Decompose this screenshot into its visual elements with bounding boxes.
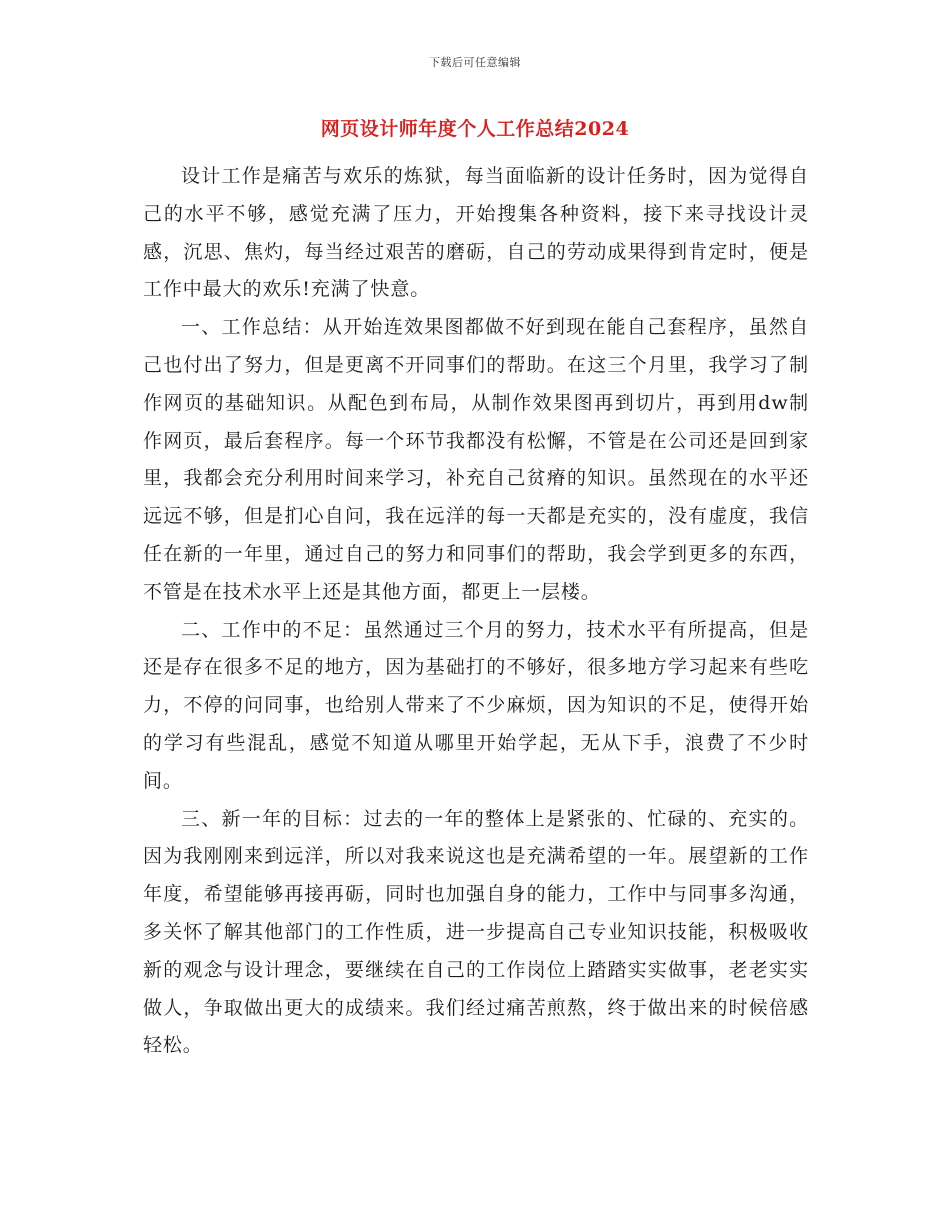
- paragraph-new-year-goals: 三、新一年的目标：过去的一年的整体上是紧张的、忙碌的、充实的。因为我刚刚来到远洋，所以对我来说这也是充满希望的一年。展望新的工作年度，希望能够再接再砺，同时也加强自身的能力，工作中与同事多沟通，多关怀了解其他部门的工作性质，进一步提高自己专业知识技能，积极吸收新的观念与设计理念，要继续在自己的工作岗位上踏踏实实做事，老老实实做人，争取做出更大的成绩来。我们经过痛苦煎熬，终于做出来的时候倍感轻松。: [143, 807, 809, 1057]
- document-title: 网页设计师年度个人工作总结2024: [320, 118, 630, 140]
- paragraph-work-summary: 一、工作总结：从开始连效果图都做不好到现在能自己套程序，虽然自己也付出了努力，但是更离不开同事们的帮助。在这三个月里，我学习了制作网页的基础知识。从配色到布局，从制作效果图再到切片，再到用dw制作网页，最后套程序。每一个环节我都没有松懈，不管是在公司还是回到家里，我都会充分利用时间来学习，补充自己贫瘠的知识。虽然现在的水平还远远不够，但是扪心自问，我在远洋的每一天都是充实的，没有虚度，我信任在新的一年里，通过自己的努力和同事们的帮助，我会学到更多的东西，不管是在技术水平上还是其他方面，都更上一层楼。: [143, 316, 809, 603]
- document-body: [143, 158, 809, 1065]
- paragraph-shortcomings: 二、工作中的不足：虽然通过三个月的努力，技术水平有所提高，但是还是存在很多不足的地方，因为基础打的不够好，很多地方学习起来有些吃力，不停的问同事，也给别人带来了不少麻烦，因为知识的不足，使得开始的学习有些混乱，感觉不知道从哪里开始学起，无从下手，浪费了不少时间。: [143, 618, 809, 792]
- paragraph-intro: 设计工作是痛苦与欢乐的炼狱，每当面临新的设计任务时，因为觉得自己的水平不够，感觉充满了压力，开始搜集各种资料，接下来寻找设计灵感，沉思、焦灼，每当经过艰苦的磨砺，自己的劳动成果得到肯定时，便是工作中最大的欢乐!充满了快意。: [143, 165, 809, 301]
- page-header-note: 下载后可任意编辑: [429, 56, 521, 69]
